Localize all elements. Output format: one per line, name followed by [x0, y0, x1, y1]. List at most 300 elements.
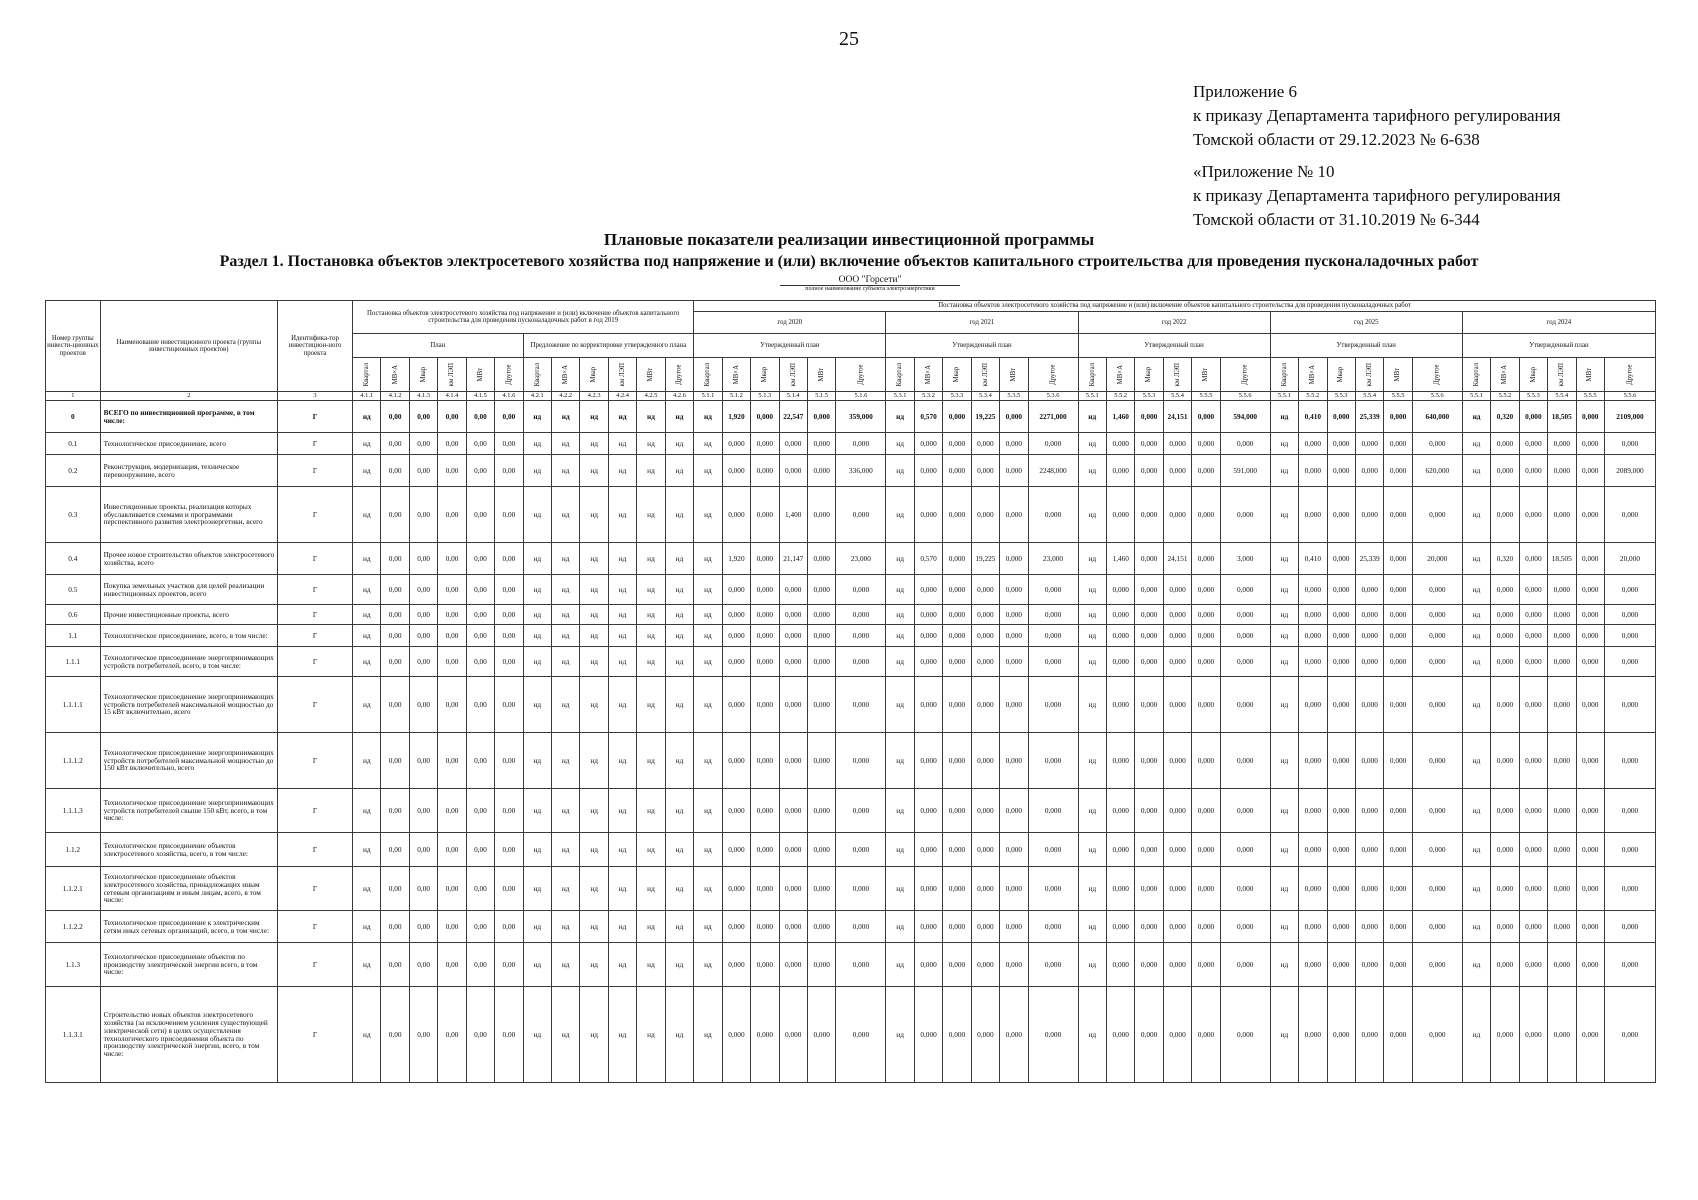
row-value: 0,000 — [1519, 625, 1547, 647]
header-unit — [1604, 358, 1655, 392]
row-value: нд — [608, 625, 636, 647]
header-unit-label: МВ×А — [924, 364, 932, 385]
row-value: 0,00 — [495, 647, 523, 677]
row-value: 0,000 — [1412, 625, 1462, 647]
row-value: 0,000 — [971, 625, 999, 647]
row-value: 0,000 — [1576, 833, 1604, 867]
header-unit — [1576, 358, 1604, 392]
header-unit-label: км ЛЭП — [789, 362, 797, 387]
column-number: 5.5.6 — [1220, 392, 1270, 401]
row-value: 0,000 — [1135, 487, 1163, 543]
row-value: 0,000 — [1491, 833, 1519, 867]
row-value: 0,000 — [1519, 789, 1547, 833]
row-value: нд — [665, 987, 694, 1083]
row-value: 0,000 — [1000, 943, 1028, 987]
row-value: нд — [523, 543, 551, 575]
row-value: нд — [552, 625, 580, 647]
appendix-line: Томской области от 31.10.2019 № 6-344 — [1193, 210, 1480, 229]
row-value: 0,000 — [914, 943, 942, 987]
header-unit — [1220, 358, 1270, 392]
row-value: нд — [353, 401, 381, 433]
header-unit — [943, 358, 971, 392]
row-value: 0,000 — [1384, 987, 1412, 1083]
row-value: 0,000 — [1163, 733, 1191, 789]
row-value: 0,000 — [1519, 401, 1547, 433]
row-value: нд — [1462, 433, 1490, 455]
row-value: 20,000 — [1412, 543, 1462, 575]
row-group-number: 1.1.2.1 — [46, 867, 101, 911]
row-value: 594,000 — [1220, 401, 1270, 433]
page-number: 25 — [839, 28, 859, 50]
row-value: 0,000 — [943, 943, 971, 987]
row-value: 0,000 — [1299, 455, 1327, 487]
row-value: 0,000 — [1327, 433, 1355, 455]
row-value: нд — [353, 647, 381, 677]
row-value: 0,000 — [1384, 833, 1412, 867]
row-value: 0,000 — [914, 647, 942, 677]
subject-block — [780, 275, 960, 293]
row-value: 0,000 — [1299, 733, 1327, 789]
row-value: 0,320 — [1491, 401, 1519, 433]
row-value: 0,000 — [1576, 647, 1604, 677]
row-value: 0,000 — [1412, 911, 1462, 943]
row-value: 0,000 — [1519, 605, 1547, 625]
header-unit — [694, 358, 722, 392]
row-project-id: Г — [278, 867, 353, 911]
row-value: нд — [694, 647, 722, 677]
row-value: 0,000 — [1412, 833, 1462, 867]
row-value: 0,000 — [1299, 867, 1327, 911]
row-value: нд — [608, 575, 636, 605]
column-number: 4.1.6 — [495, 392, 523, 401]
row-value: 0,000 — [1163, 943, 1191, 987]
row-value: 0,000 — [1576, 401, 1604, 433]
row-value: 0,000 — [971, 605, 999, 625]
row-value: 0,000 — [1000, 455, 1028, 487]
header-unit — [1519, 358, 1547, 392]
row-project-id: Г — [278, 911, 353, 943]
header-unit-label: Другое — [857, 364, 865, 385]
row-value: 0,000 — [807, 733, 835, 789]
row-value: 0,000 — [1491, 647, 1519, 677]
table-row — [46, 625, 1656, 647]
row-value: 0,000 — [1327, 867, 1355, 911]
row-value: 0,000 — [722, 789, 750, 833]
row-value: 0,000 — [1548, 733, 1576, 789]
row-value: 0,410 — [1299, 543, 1327, 575]
row-value: 0,000 — [1604, 867, 1655, 911]
row-value: 0,00 — [466, 911, 494, 943]
row-value: 0,000 — [836, 487, 886, 543]
row-value: 0,000 — [836, 833, 886, 867]
row-value: 0,00 — [495, 943, 523, 987]
row-value: 0,000 — [1576, 455, 1604, 487]
row-value: 0,000 — [1192, 867, 1220, 911]
row-value: 0,00 — [495, 487, 523, 543]
row-value: нд — [637, 401, 665, 433]
row-value: 0,000 — [1135, 733, 1163, 789]
row-value: 0,000 — [1220, 987, 1270, 1083]
header-unit-label: Квартал — [896, 362, 904, 387]
row-value: 0,000 — [1299, 943, 1327, 987]
row-value: 0,00 — [381, 911, 409, 943]
row-value: 0,000 — [1604, 625, 1655, 647]
row-value: 0,000 — [722, 487, 750, 543]
header-unit — [1384, 358, 1412, 392]
column-number: 4.2.4 — [608, 392, 636, 401]
row-value: 0,000 — [1412, 733, 1462, 789]
row-value: 0,000 — [1491, 487, 1519, 543]
row-value: 0,000 — [1384, 575, 1412, 605]
row-value: нд — [608, 911, 636, 943]
row-group-number: 0.6 — [46, 605, 101, 625]
column-number: 5.1.3 — [751, 392, 779, 401]
row-value: нд — [694, 911, 722, 943]
row-value: 2109,000 — [1604, 401, 1655, 433]
row-value: нд — [1270, 867, 1298, 911]
row-value: 0,00 — [466, 487, 494, 543]
header-unit — [1299, 358, 1327, 392]
row-value: нд — [580, 867, 608, 911]
row-value: 0,000 — [1355, 911, 1383, 943]
row-value: нд — [1462, 987, 1490, 1083]
row-value: 0,00 — [409, 789, 437, 833]
row-value: 0,000 — [1576, 987, 1604, 1083]
row-group-number: 0.4 — [46, 543, 101, 575]
row-value: нд — [552, 605, 580, 625]
row-value: нд — [694, 833, 722, 867]
row-value: нд — [1078, 911, 1106, 943]
row-value: 0,00 — [466, 943, 494, 987]
row-value: 0,000 — [1576, 789, 1604, 833]
row-value: 0,000 — [1192, 401, 1220, 433]
row-value: нд — [552, 943, 580, 987]
row-value: 0,000 — [1327, 733, 1355, 789]
row-project-name: Технологическое присоединение энергопринимающих устройств потребителей максимальной мощностью до 15 кВт включительно, всего — [100, 677, 277, 733]
row-value: нд — [1078, 987, 1106, 1083]
row-value: нд — [580, 543, 608, 575]
row-value: нд — [608, 867, 636, 911]
row-value: нд — [886, 543, 914, 575]
header-unit — [523, 358, 551, 392]
row-value: 0,00 — [438, 487, 466, 543]
row-value: 0,000 — [836, 677, 886, 733]
row-value: 0,000 — [943, 833, 971, 867]
row-value: 0,000 — [1491, 625, 1519, 647]
row-value: 0,000 — [971, 575, 999, 605]
row-value: 22,547 — [779, 401, 807, 433]
column-number: 5.5.3 — [1519, 392, 1547, 401]
row-value: 0,000 — [1604, 605, 1655, 625]
table-row — [46, 401, 1656, 433]
row-value: 0,000 — [1000, 543, 1028, 575]
row-group-number: 0 — [46, 401, 101, 433]
row-value: 0,000 — [836, 987, 886, 1083]
row-value: нд — [694, 789, 722, 833]
row-value: 0,00 — [381, 943, 409, 987]
header-unit-label: км ЛЭП — [1365, 362, 1373, 387]
row-value: 0,000 — [779, 943, 807, 987]
row-value: нд — [580, 733, 608, 789]
row-value: нд — [665, 575, 694, 605]
row-value: 0,000 — [1106, 433, 1134, 455]
header-year: год 2021 — [886, 312, 1078, 334]
table-row — [46, 605, 1656, 625]
row-value: 0,00 — [495, 677, 523, 733]
row-value: нд — [552, 911, 580, 943]
row-value: 0,00 — [495, 867, 523, 911]
row-value: 0,000 — [1135, 943, 1163, 987]
row-value: 0,000 — [1355, 833, 1383, 867]
row-value: нд — [1078, 433, 1106, 455]
row-value: 0,000 — [971, 911, 999, 943]
header-unit-label: Мвар — [1529, 366, 1537, 383]
row-value: 0,320 — [1491, 543, 1519, 575]
row-value: нд — [637, 575, 665, 605]
header-unit-label: Мвар — [590, 366, 598, 383]
row-value: 0,000 — [751, 605, 779, 625]
row-value: нд — [1270, 733, 1298, 789]
column-number: 5.5.5 — [1384, 392, 1412, 401]
row-value: 0,000 — [751, 789, 779, 833]
row-value: 0,00 — [466, 455, 494, 487]
row-value: нд — [552, 455, 580, 487]
row-value: 0,000 — [1000, 647, 1028, 677]
header-year: год 2025 — [1270, 312, 1462, 334]
row-value: нд — [1078, 605, 1106, 625]
row-value: 0,000 — [722, 833, 750, 867]
row-value: 0,000 — [1384, 911, 1412, 943]
row-value: 0,000 — [1491, 455, 1519, 487]
row-value: 0,000 — [1000, 487, 1028, 543]
row-value: нд — [637, 487, 665, 543]
row-value: 18,505 — [1548, 543, 1576, 575]
column-number: 5.1.6 — [836, 392, 886, 401]
row-value: нд — [665, 911, 694, 943]
row-value: 0,000 — [1355, 625, 1383, 647]
row-value: 0,000 — [1519, 833, 1547, 867]
header-unit-label: км ЛЭП — [618, 362, 626, 387]
row-value: нд — [353, 789, 381, 833]
row-project-name: Технологическое присоединение к электрическим сетям иных сетевых организаций, всего, в том числе: — [100, 911, 277, 943]
row-value: 0,000 — [1163, 625, 1191, 647]
header-unit — [1000, 358, 1028, 392]
row-value: 0,000 — [1548, 911, 1576, 943]
header-unit-label: Мвар — [419, 366, 427, 383]
row-value: 0,000 — [1028, 733, 1078, 789]
row-value: 0,000 — [751, 575, 779, 605]
header-unit-label: МВ×А — [1501, 364, 1509, 385]
row-value: нд — [353, 455, 381, 487]
row-value: нд — [523, 433, 551, 455]
column-number: 4.1.1 — [353, 392, 381, 401]
row-value: 0,000 — [722, 943, 750, 987]
row-value: 0,000 — [1604, 647, 1655, 677]
row-value: 0,000 — [1412, 575, 1462, 605]
row-value: 0,000 — [1192, 833, 1220, 867]
row-value: нд — [1270, 789, 1298, 833]
header-unit — [1028, 358, 1078, 392]
subject-name: ООО "Горсети" — [780, 275, 960, 286]
table-row — [46, 867, 1656, 911]
row-value: нд — [1462, 647, 1490, 677]
row-value: 0,00 — [438, 911, 466, 943]
row-value: 0,000 — [1000, 677, 1028, 733]
row-value: 0,000 — [1519, 943, 1547, 987]
row-value: 0,000 — [1519, 987, 1547, 1083]
row-value: 0,00 — [381, 625, 409, 647]
row-value: 0,00 — [409, 867, 437, 911]
row-value: нд — [694, 433, 722, 455]
row-value: нд — [353, 487, 381, 543]
row-value: 0,000 — [1604, 575, 1655, 605]
row-value: нд — [1270, 401, 1298, 433]
row-value: 0,000 — [751, 647, 779, 677]
row-value: 0,000 — [751, 867, 779, 911]
row-value: 0,000 — [1576, 605, 1604, 625]
row-value: 0,000 — [1548, 677, 1576, 733]
row-value: 0,00 — [381, 543, 409, 575]
row-value: 0,000 — [1548, 487, 1576, 543]
row-value: нд — [1078, 733, 1106, 789]
row-value: 0,000 — [1327, 677, 1355, 733]
row-value: 0,000 — [1384, 733, 1412, 789]
row-project-id: Г — [278, 543, 353, 575]
header-unit-label: Квартал — [1088, 362, 1096, 387]
row-value: 0,000 — [1519, 911, 1547, 943]
column-number: 5.5.3 — [1327, 392, 1355, 401]
row-value: 0,000 — [1106, 789, 1134, 833]
row-value: нд — [1078, 943, 1106, 987]
row-value: 0,000 — [1299, 433, 1327, 455]
header-unit — [1548, 358, 1576, 392]
row-value: 0,000 — [971, 833, 999, 867]
row-value: 0,00 — [381, 867, 409, 911]
row-value: 0,000 — [1000, 605, 1028, 625]
row-value: 25,339 — [1355, 401, 1383, 433]
row-value: 25,339 — [1355, 543, 1383, 575]
row-value: 0,000 — [1519, 433, 1547, 455]
row-value: 0,00 — [466, 677, 494, 733]
row-value: нд — [580, 647, 608, 677]
header-unit — [381, 358, 409, 392]
row-value: 0,000 — [779, 575, 807, 605]
row-value: нд — [1270, 605, 1298, 625]
row-value: 0,000 — [1355, 433, 1383, 455]
row-value: нд — [886, 487, 914, 543]
row-value: 0,000 — [751, 401, 779, 433]
row-project-name: ВСЕГО по инвестиционной программе, в том числе: — [100, 401, 277, 433]
row-value: 0,000 — [722, 911, 750, 943]
row-value: нд — [580, 575, 608, 605]
header-unit-label: Мвар — [761, 366, 769, 383]
row-value: 0,000 — [1548, 943, 1576, 987]
header-unit — [1106, 358, 1134, 392]
row-value: нд — [637, 543, 665, 575]
row-value: нд — [523, 575, 551, 605]
column-number: 5.3.1 — [886, 392, 914, 401]
column-number: 5.5.3 — [1135, 392, 1163, 401]
table-row — [46, 543, 1656, 575]
row-value: 0,000 — [1106, 677, 1134, 733]
row-value: 0,000 — [1355, 455, 1383, 487]
header-unit — [495, 358, 523, 392]
row-group-number: 0.5 — [46, 575, 101, 605]
column-number: 5.1.2 — [722, 392, 750, 401]
header-unit-label: МВ×А — [562, 364, 570, 385]
row-value: 0,00 — [381, 789, 409, 833]
row-value: нд — [580, 911, 608, 943]
row-value: нд — [523, 647, 551, 677]
row-value: 0,00 — [409, 677, 437, 733]
row-group-number: 1.1.3 — [46, 943, 101, 987]
row-value: 0,00 — [381, 733, 409, 789]
row-value: 0,000 — [1576, 867, 1604, 911]
row-value: нд — [580, 987, 608, 1083]
row-value: нд — [886, 401, 914, 433]
row-project-name: Прочие инвестиционные проекты, всего — [100, 605, 277, 625]
row-value: 0,000 — [1000, 433, 1028, 455]
row-value: 0,00 — [495, 543, 523, 575]
row-value: 24,151 — [1163, 543, 1191, 575]
row-value: 0,000 — [1135, 647, 1163, 677]
row-value: 0,000 — [1135, 433, 1163, 455]
row-value: 0,000 — [1220, 867, 1270, 911]
appendix-line: «Приложение № 10 — [1193, 162, 1335, 181]
header-unit-label: МВ×А — [732, 364, 740, 385]
row-value: нд — [886, 575, 914, 605]
row-value: нд — [580, 605, 608, 625]
row-value: 0,000 — [836, 625, 886, 647]
row-value: 0,00 — [438, 867, 466, 911]
row-value: 0,000 — [914, 677, 942, 733]
row-value: 0,000 — [1384, 543, 1412, 575]
row-value: 0,000 — [914, 911, 942, 943]
row-value: нд — [1462, 733, 1490, 789]
row-value: 0,000 — [779, 677, 807, 733]
row-value: 0,000 — [1163, 433, 1191, 455]
row-value: 0,000 — [722, 647, 750, 677]
row-value: 0,000 — [1220, 911, 1270, 943]
row-value: нд — [665, 789, 694, 833]
column-number: 3 — [278, 392, 353, 401]
row-value: 0,000 — [722, 605, 750, 625]
row-project-name: Технологическое присоединение энергопринимающих устройств потребителей максимальной мощностью до 150 кВт включительно, всего — [100, 733, 277, 789]
row-value: 0,000 — [1192, 943, 1220, 987]
row-value: 0,000 — [1355, 677, 1383, 733]
header-approved-plan: Утвержденный план — [1078, 334, 1270, 358]
row-value: нд — [552, 433, 580, 455]
row-value: 0,00 — [495, 987, 523, 1083]
row-project-id: Г — [278, 401, 353, 433]
row-value: 0,000 — [1299, 833, 1327, 867]
appendix-line: к приказу Департамента тарифного регулирования — [1193, 106, 1561, 125]
row-value: 0,000 — [1576, 677, 1604, 733]
row-value: 0,00 — [438, 401, 466, 433]
row-value: 0,000 — [1548, 867, 1576, 911]
row-value: нд — [353, 605, 381, 625]
row-value: 0,000 — [1135, 543, 1163, 575]
row-value: нд — [353, 575, 381, 605]
header-unit-label: км ЛЭП — [1558, 362, 1566, 387]
row-value: 0,000 — [1548, 987, 1576, 1083]
row-value: 0,000 — [914, 605, 942, 625]
row-value: 0,000 — [1355, 605, 1383, 625]
row-value: 0,00 — [381, 677, 409, 733]
row-value: нд — [523, 833, 551, 867]
row-value: нд — [694, 733, 722, 789]
row-value: 0,000 — [807, 433, 835, 455]
